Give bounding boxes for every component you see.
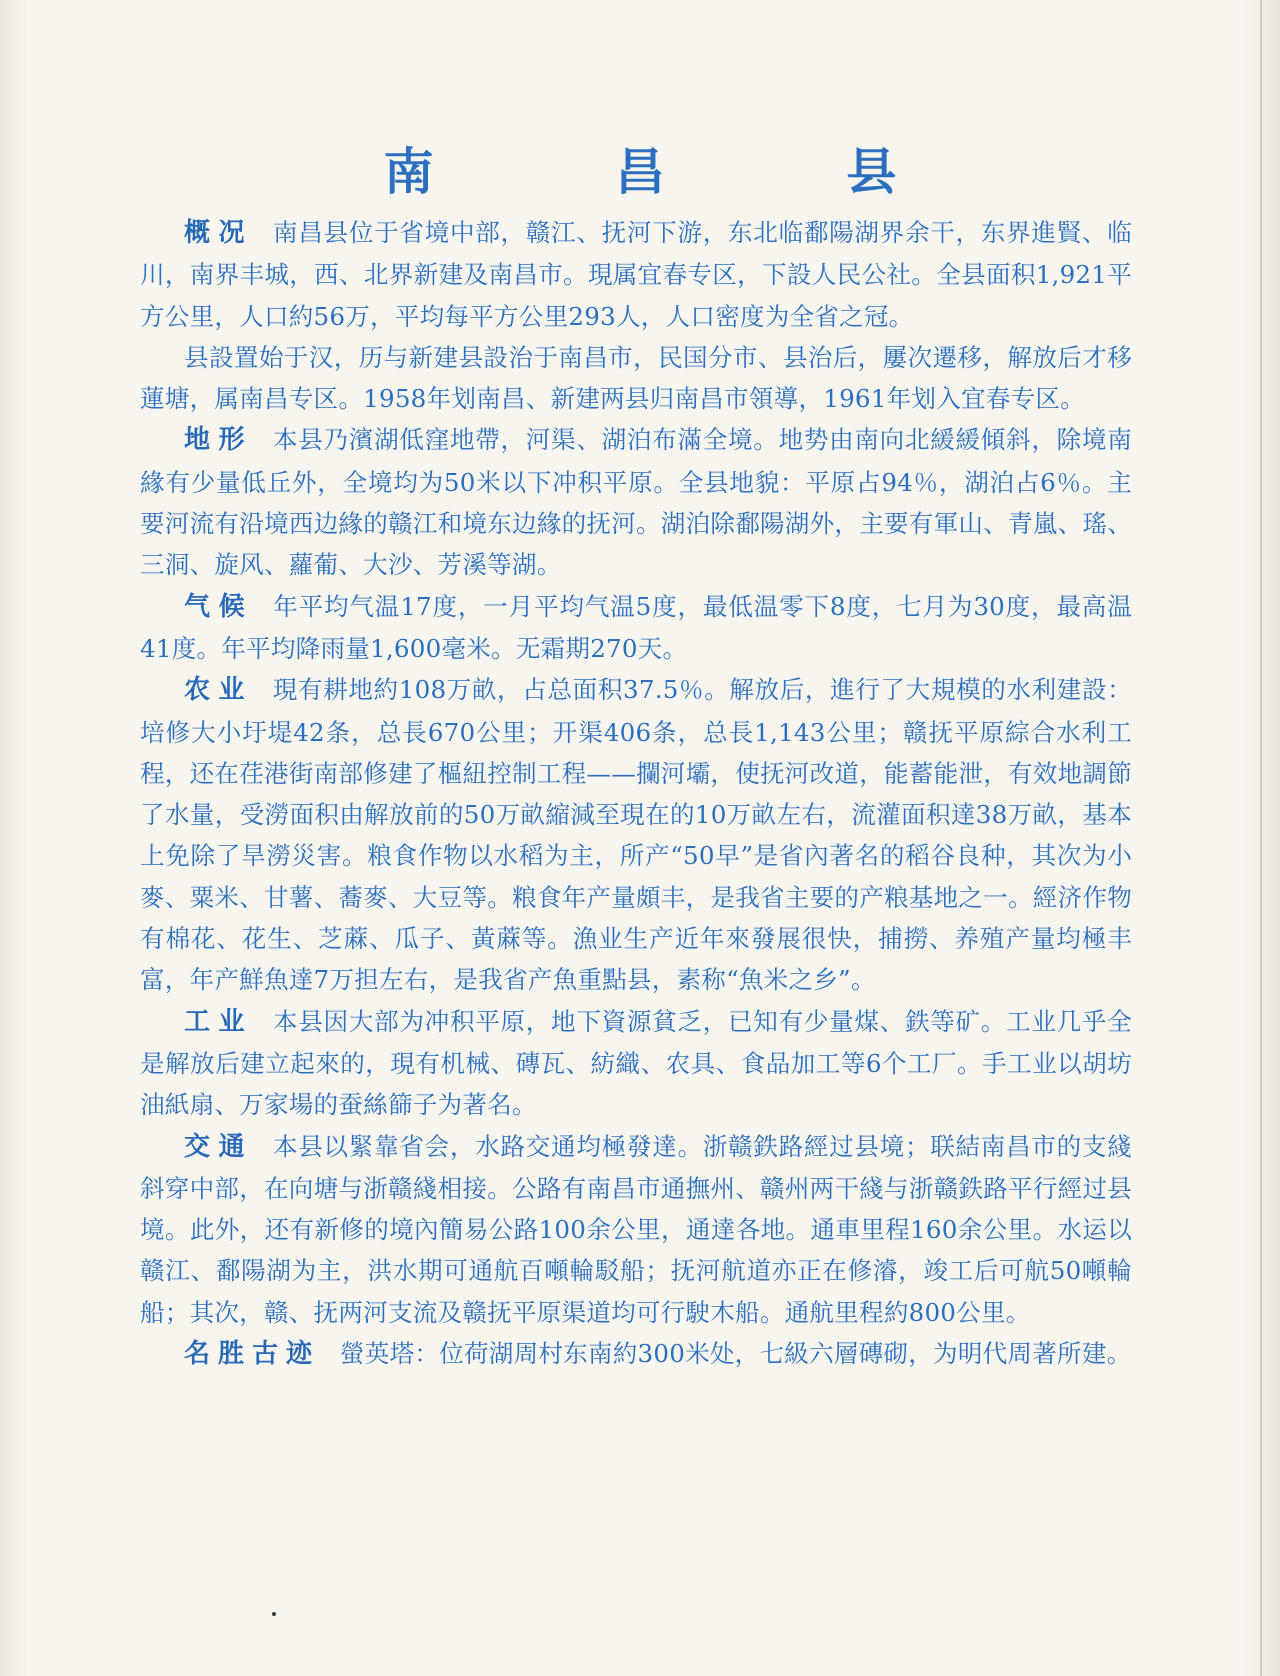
paragraph-text: 本县乃濱湖低窪地帶，河渠、湖泊布滿全境。地势由南向北緩緩傾斜，除境南緣有少量低丘外，全境均为50米以下冲积平原。全县地貌：平原占94％，湖泊占6％。主要河流有沿境西边緣的赣江和境东边緣的抚河。湖泊除鄱陽湖外，主要有軍山、青嵐、瑤、三洞、旋风、蘿葡、大沙、芳溪等湖。: [140, 425, 1132, 580]
section-industry: [140, 1001, 1132, 1126]
paragraph-text: 本县因大部为冲积平原，地下資源貧乏，已知有少量煤、鉄等矿。工业几乎全是解放后建立起來的，現有机械、磚瓦、紡織、农具、食品加工等6个工厂。手工业以胡坊油紙扇、万家場的蚕絲篩子为著名。: [140, 1006, 1132, 1120]
section-transport: [140, 1126, 1132, 1333]
section-overview-p1: [140, 212, 1132, 337]
section-heading: 工业: [184, 1006, 253, 1037]
section-climate: [140, 586, 1132, 670]
section-terrain: [140, 419, 1132, 585]
section-heading: 农业: [184, 675, 253, 706]
section-agriculture: [140, 669, 1132, 1000]
paragraph-text: 本县以緊靠省会，水路交通均極發達。浙赣鉄路經过县境；联結南昌市的支綫斜穿中部，在向塘与浙赣綫相接。公路有南昌市通撫州、赣州两干綫与浙赣鉄路平行經过县境。此外，还有新修的境內簡易公路100余公里，通達各地。通車里程160余公里。水运以赣江、鄱陽湖为主，洪水期可通航百噸輪駁船；抚河航道亦正在修濬，竣工后可航50噸輪船；其次，赣、抚两河支流及赣抚平原渠道均可行駛木船。通航里程約800公里。: [140, 1131, 1132, 1327]
section-heading: 交通: [184, 1131, 253, 1162]
section-overview-p2: [140, 337, 1132, 420]
section-heading: 概况: [184, 218, 253, 248]
paragraph-text: 南昌县位于省境中部，赣江、抚河下游，东北临鄱陽湖界余干，东界進賢、临川，南界丰城，西、北界新建及南昌市。現属宜春专区，下設人民公社。全县面积1,921平方公里，人口約56万，平均每平方公里293人，人口密度为全省之冠。: [140, 218, 1132, 331]
paragraph-text: 年平均气温17度，一月平均气温5度，最低温零下8度，七月为30度，最高温41度。年平均降雨量1,600毫米。无霜期270天。: [140, 591, 1132, 663]
section-heading: 气候: [184, 591, 254, 622]
article-body: [140, 212, 1132, 1375]
section-heading: 名胜古迹: [184, 1339, 321, 1370]
ink-speck: [272, 1612, 276, 1616]
paragraph-text: 县設置始于汉，历与新建县設治于南昌市，民国分市、县治后，屢次遷移，解放后才移蓮塘，属南昌专区。1958年划南昌、新建两县归南昌市領導，1961年划入宜春专区。: [140, 342, 1132, 414]
paragraph-text: 現有耕地約108万畝，占总面积37.5％。解放后，進行了大規模的水利建設：培修大小圩堤42条，总長670公里；开渠406条，总長1,143公里；赣抚平原綜合水利工程，还在荏港街南部修建了樞紐控制工程——攔河壩，使抚河改道，能蓄能泄，有效地調節了水量，受澇面积由解放前的50万畝縮減至現在的10万畝左右，流灌面积達38万畝，基本上免除了旱澇災害。粮食作物以水稻为主，所产“50早”是省內著名的稻谷良种，其次为小麥、粟米、甘薯、蕎麥、大豆等。粮食年产量頗丰，是我省主要的产粮基地之一。經济作物有棉花、花生、芝蔴、瓜子、黃蔴等。漁业生产近年來發展很快，捕撈、养殖产量均極丰富，年产鮮魚達7万担左右，是我省产魚重點县，素称“魚米之乡”。: [140, 675, 1132, 995]
page-edge-shadow: [1260, 0, 1262, 1676]
page-title: 南 昌 县: [383, 143, 979, 201]
section-heading: 地形: [184, 425, 253, 456]
section-scenic-spots: [140, 1333, 1132, 1375]
paragraph-text: 螢英塔：位荷湖周村东南約300米处，七級六層磚砌，为明代周著所建。: [340, 1339, 1132, 1369]
